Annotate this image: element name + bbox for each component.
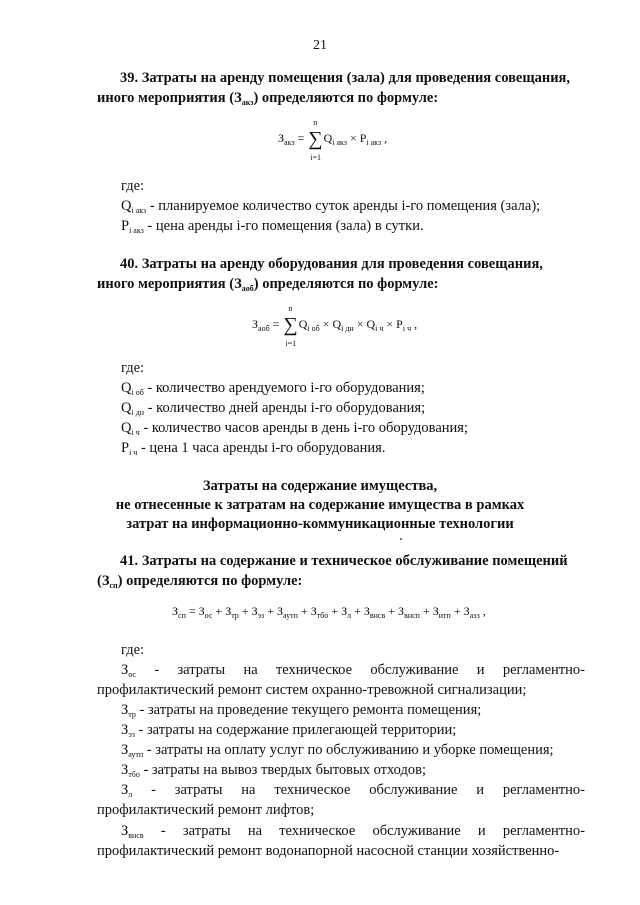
s40-formula: $З_{аоб}$ = n ∑ i=1 $Q_{i об} \times Q_{i дн} \times Q_{i ч} \times P_{i ч}$ ,: [252, 304, 418, 348]
s39-heading-line2: иного мероприятия $(З_{акз})$ определяются по формуле:: [97, 90, 439, 107]
word: затраты: [182, 823, 231, 839]
s41-def-1-line2: профилактический ремонт систем охранно-тревожной сигнализации;: [97, 682, 527, 698]
s41-where: где:: [121, 642, 145, 658]
s39-formula: $З_{акз}$ = n ∑ i=1 $Q_{i акз} \times P_{i акз}$ ,: [278, 118, 388, 162]
s39-heading-line1: 39. Затраты на аренду помещения (зала) для проведения совещания,: [120, 70, 571, 86]
word: техническое: [274, 782, 351, 798]
section-title-line3: затрат на информационно-коммуникационные технологии: [126, 516, 514, 532]
word: и: [476, 782, 484, 798]
s41-def-7-line2: профилактический ремонт водонапорной насосной станции хозяйственно-: [97, 843, 560, 859]
word: техническое: [275, 662, 353, 678]
s41-def-7-line1: [121, 823, 585, 840]
word: на: [247, 823, 263, 839]
symbol: $З_{внсв}$: [121, 823, 144, 840]
word: регламентно-: [502, 782, 585, 798]
s41-def-1-line1: [121, 662, 585, 679]
formula-term-9: З: [432, 604, 439, 618]
sum-symbol: n ∑ i=1: [308, 118, 323, 162]
word: обслуживание: [372, 823, 461, 839]
sum-symbol: n ∑ i=1: [283, 304, 298, 348]
s41-formula: $З_{сп} = З_{ос} + З_{тр} + З_{эз} + З_{аутп} + З_{тбо} + З_л + З_{внсв} + З_{внсп} + З_{итп} + З_{аэз}$ ,: [172, 604, 486, 620]
formula-term-8: З: [398, 604, 405, 618]
stray-dot: [400, 538, 402, 540]
word: регламентно-: [502, 662, 585, 678]
formula-term-10: З: [463, 604, 470, 618]
formula-term-0: З: [172, 604, 179, 618]
formula-term-4: З: [276, 604, 283, 618]
word: и: [476, 662, 485, 678]
formula-term-1: З: [198, 604, 205, 618]
s41-def-4: $З_{аутп}$ - затраты на оплату услуг по обслуживанию и уборке помещения;: [121, 742, 554, 759]
word: и: [477, 823, 486, 839]
word: -: [151, 782, 156, 798]
formula-term-7: З: [363, 604, 370, 618]
s39-where: где:: [121, 178, 145, 194]
s40-heading-line1: 40. Затраты на аренду оборудования для проведения совещания,: [120, 256, 543, 272]
s41-heading-line2: $(З_{сп})$ определяются по формуле:: [97, 573, 303, 590]
s40-def-1: $Q_{i об}$ - количество арендуемого i-го оборудования;: [121, 380, 425, 397]
word: обслуживание: [369, 782, 458, 798]
word: на: [241, 782, 256, 798]
word: обслуживание: [370, 662, 459, 678]
word: затраты: [177, 662, 226, 678]
symbol: $З_л$: [121, 782, 133, 799]
word: техническое: [279, 823, 356, 839]
word: на: [243, 662, 258, 678]
s40-def-2: $Q_{i дн}$ - количество дней аренды i-го оборудования;: [121, 400, 426, 417]
formula-term-6: З: [341, 604, 348, 618]
word: -: [154, 662, 160, 678]
word: затраты: [174, 782, 223, 798]
formula-term-2: З: [225, 604, 232, 618]
word: $З_{ос}$: [121, 662, 137, 679]
section-title-line2: не отнесенные к затратам на содержание имущества в рамках: [115, 497, 525, 513]
formula-term-3: З: [251, 604, 258, 618]
s41-def-3: $З_{эз}$ - затраты на содержание прилегающей территории;: [121, 722, 457, 739]
s40-where: где:: [121, 360, 145, 376]
s41-def-2: $З_{тр}$ - затраты на проведение текущего ремонта помещения;: [121, 702, 482, 719]
s41-heading-line1: 41. Затраты на содержание и техническое обслуживание помещений: [120, 553, 568, 569]
s39-def-1: $Q_{i акз}$ - планируемое количество суток аренды i-го помещения (зала);: [121, 198, 541, 215]
s40-def-4: $P_{i ч}$ - цена 1 часа аренды i-го оборудования.: [121, 440, 386, 457]
formula-term-5: З: [310, 604, 317, 618]
s41-def-6-line1: [121, 782, 585, 799]
s41-def-5: $З_{тбо}$ - затраты на вывоз твердых бытовых отходов;: [121, 762, 426, 779]
s39-def-2: $P_{i акз}$ - цена аренды i-го помещения (зала) в сутки.: [121, 218, 424, 235]
word: -: [160, 823, 166, 839]
word: регламентно-: [502, 823, 585, 839]
section-title-line1: Затраты на содержание имущества,: [202, 478, 438, 494]
s40-def-3: $Q_{i ч}$ - количество часов аренды в день i-го оборудования;: [121, 420, 468, 437]
s40-heading-line2: иного мероприятия $(З_{аоб})$ определяются по формуле:: [97, 276, 439, 293]
s41-def-6-line2: профилактический ремонт лифтов;: [97, 802, 315, 818]
page-number: 21: [313, 38, 327, 53]
